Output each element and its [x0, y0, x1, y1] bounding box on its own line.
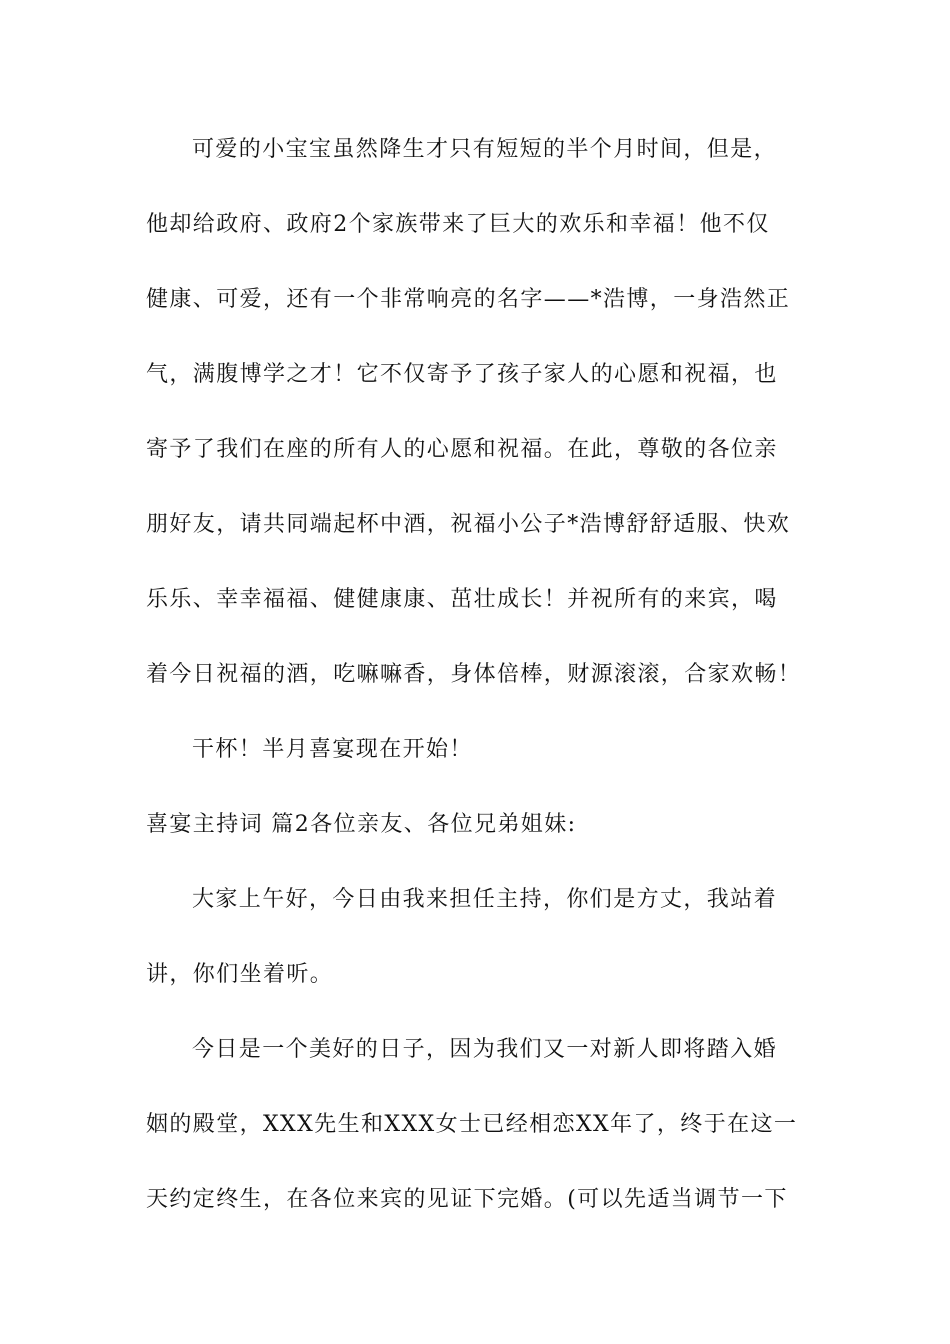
- paragraph-3-line-2: 姻的殿堂，XXX先生和XXX女士已经相恋XX年了，终于在这一: [146, 1112, 798, 1137]
- section-heading: 喜宴主持词 篇2各位亲友、各位兄弟姐妹:: [146, 812, 577, 837]
- toast-line: 干杯！半月喜宴现在开始！: [192, 737, 473, 762]
- paragraph-1-line-3: 健康、可爱，还有一个非常响亮的名字——*浩博，一身浩然正: [146, 287, 791, 312]
- paragraph-1-line-7: 乐乐、幸幸福福、健健康康、茁壮成长！并祝所有的来宾，喝: [146, 587, 778, 612]
- paragraph-1-line-6: 朋好友，请共同端起杯中酒，祝福小公子*浩博舒舒适服、快欢: [146, 512, 791, 537]
- paragraph-1-line-8: 着今日祝福的酒，吃嘛嘛香，身体倍棒，财源滚滚，合家欢畅！: [146, 662, 802, 687]
- paragraph-1-line-1: 可爱的小宝宝虽然降生才只有短短的半个月时间，但是，: [192, 137, 778, 162]
- paragraph-3-line-1: 今日是一个美好的日子，因为我们又一对新人即将踏入婚: [192, 1037, 778, 1062]
- paragraph-1-line-2: 他却给政府、政府2个家族带来了巨大的欢乐和幸福！他不仅: [146, 212, 770, 237]
- paragraph-3-line-3: 天约定终生，在各位来宾的见证下完婚。(可以先适当调节一下: [146, 1187, 788, 1212]
- paragraph-2-line-1: 大家上午好，今日由我来担任主持，你们是方丈，我站着: [192, 887, 778, 912]
- paragraph-1-line-4: 气，满腹博学之才！它不仅寄予了孩子家人的心愿和祝福，也: [146, 362, 778, 387]
- paragraph-2-line-2: 讲，你们坐着听。: [146, 962, 334, 987]
- paragraph-1-line-5: 寄予了我们在座的所有人的心愿和祝福。在此，尊敬的各位亲: [146, 437, 778, 462]
